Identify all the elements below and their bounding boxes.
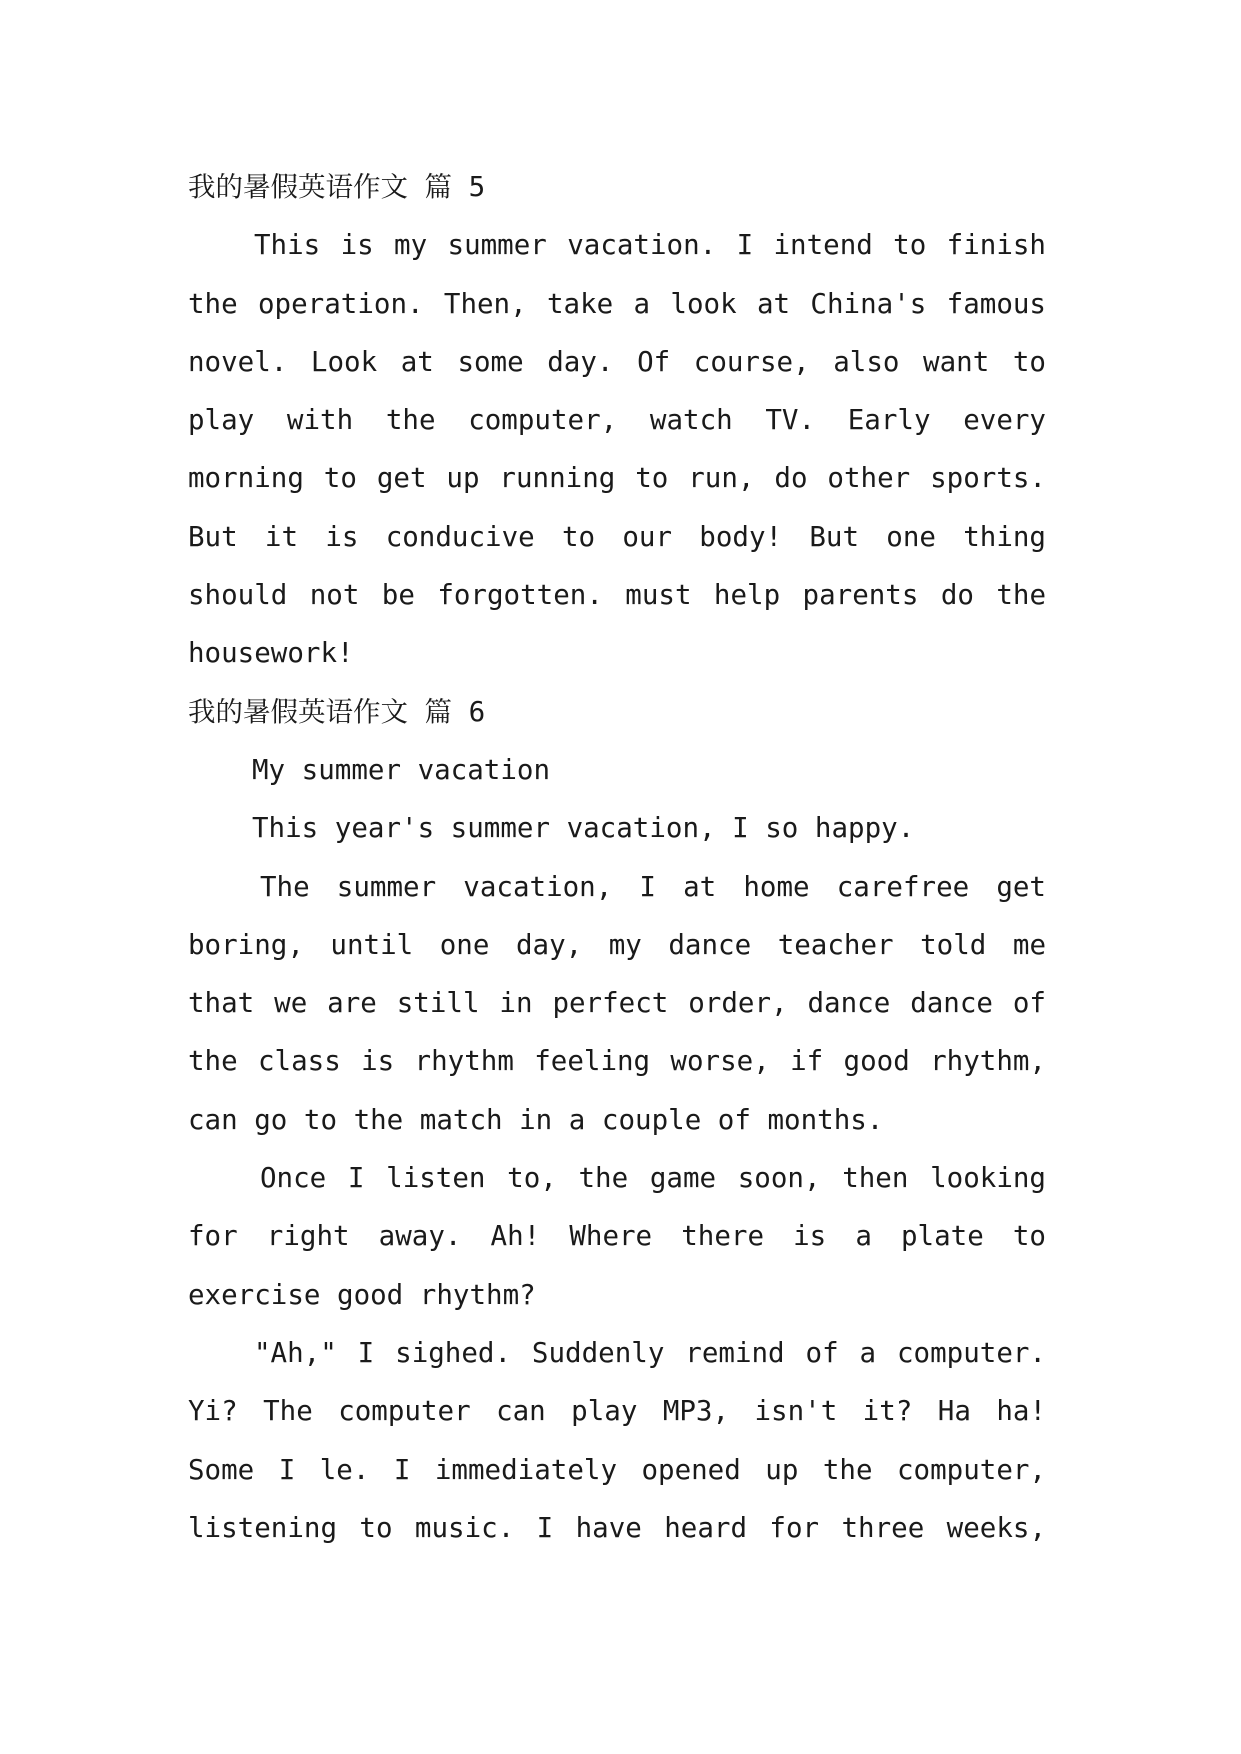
essay-line: This year's summer vacation, I so happy. — [252, 812, 915, 845]
essay-paragraph: This is my summer vacation. I intend to finish the operation. Then, take a look at China's famous novel. Look at some day. Of course, also want to play with the computer, watch TV. Early every morning to get up running to run, do other sports. But it is conducive to our body! But one thing should not be forgotten. must help parents do the housework! — [188, 229, 1046, 670]
section-heading-6: 我的暑假英语作文 篇 6 — [188, 695, 486, 728]
essay-paragraph: Once I listen to, the game soon, then looking for right away. Ah! Where there is a plate to exercise good rhythm? — [188, 1162, 1046, 1311]
section-heading-5: 我的暑假英语作文 篇 5 — [188, 171, 486, 203]
essay-paragraph: The summer vacation, I at home carefree get boring, until one day, my dance teacher told me that we are still in perfect order, dance dance of the class is rhythm feeling worse, if good rhythm, can go to the match in a couple of months. — [188, 870, 1046, 1136]
essay-paragraph: "Ah," I sighed. Suddenly remind of a computer. Yi? The computer can play MP3, isn't it? Ha ha! Some I le. I immediately opened up the computer, listening to music. I have heard for three weeks, — [188, 1336, 1046, 1544]
document-body — [188, 158, 1046, 1557]
essay-title-line: My summer vacation — [252, 753, 551, 786]
